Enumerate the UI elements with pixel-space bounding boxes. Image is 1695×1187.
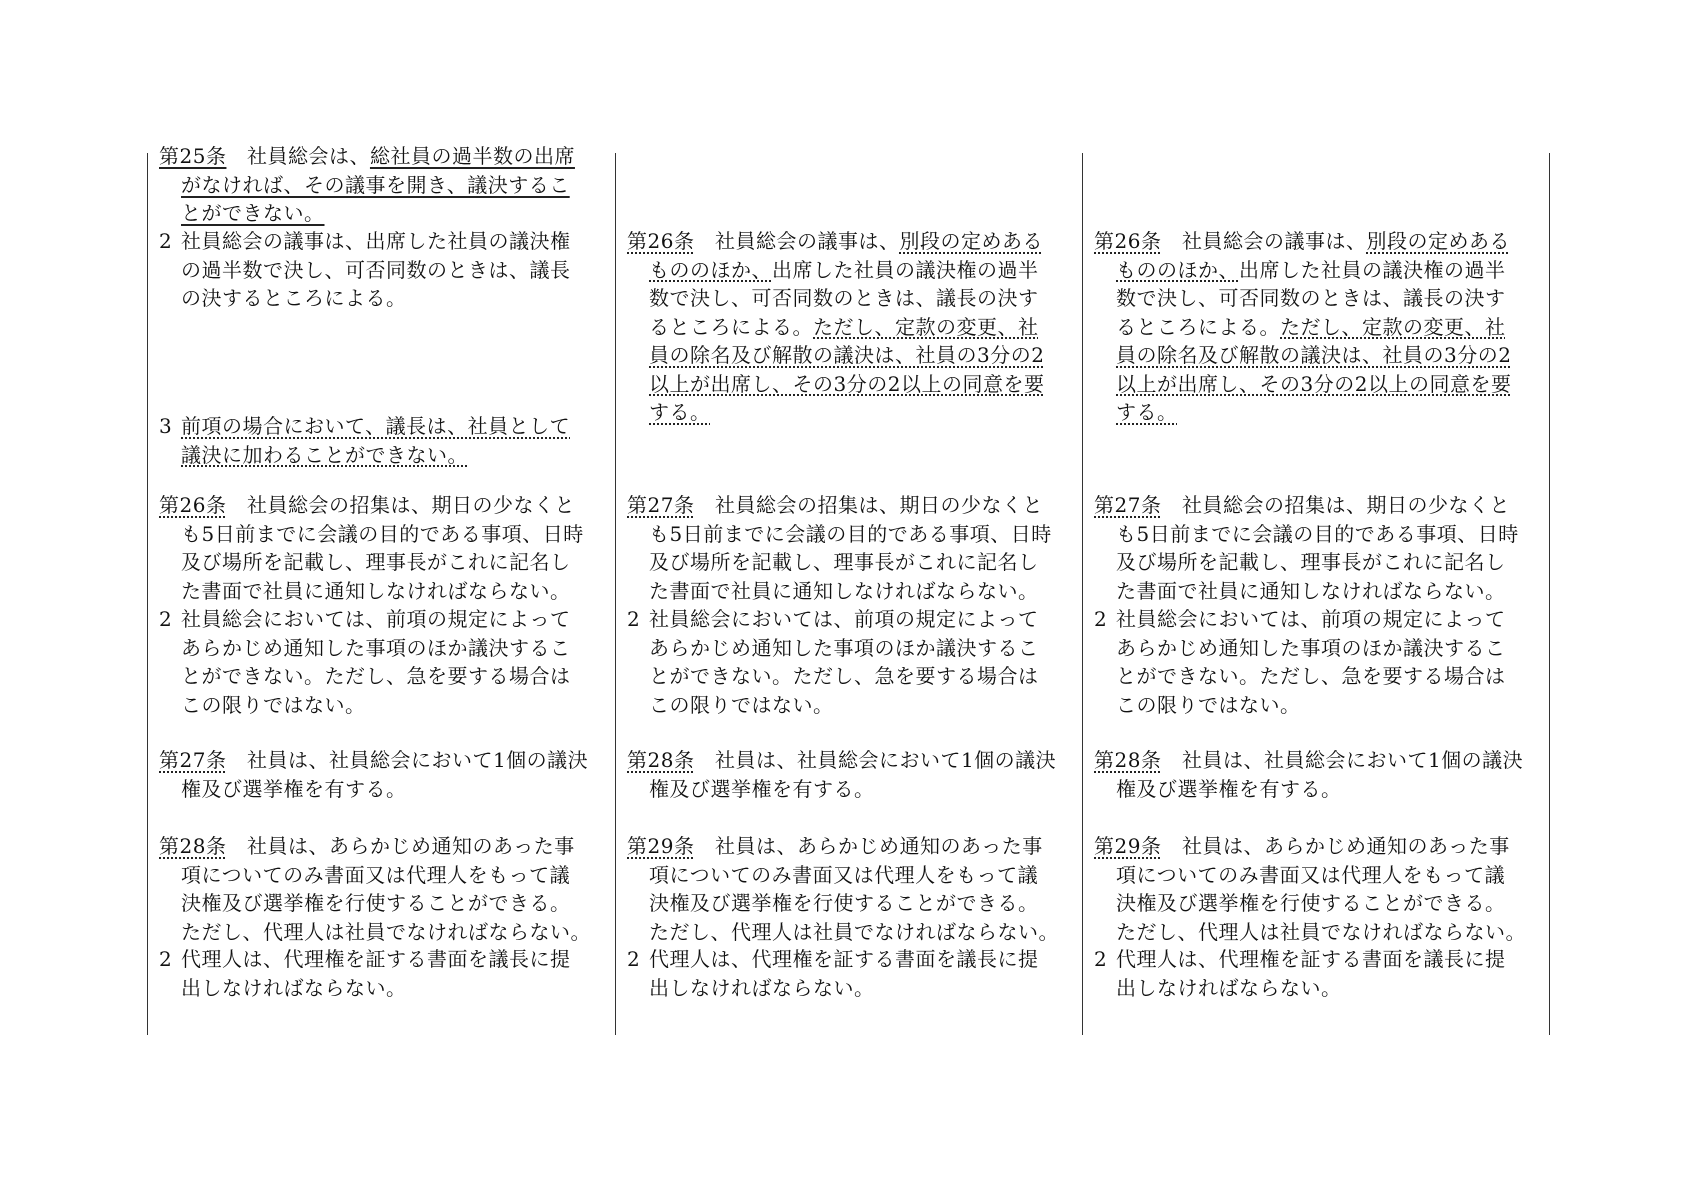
text-line: あらかじめ通知した事項のほか議決するこ bbox=[649, 635, 1039, 660]
text-line: 第28条 社員は、あらかじめ通知のあった事 bbox=[159, 834, 575, 858]
text-line: 2 社員総会においては、前項の規定によって bbox=[627, 607, 1039, 631]
text-line: 権及び選挙権を有する。 bbox=[649, 776, 875, 801]
text-line: とができない。ただし、急を要する場合は bbox=[181, 664, 571, 688]
article-28 bbox=[1094, 746, 1544, 803]
article-number: 第25条 bbox=[159, 144, 227, 168]
text-line: もののほか、出席した社員の議決権の過半 bbox=[649, 257, 1039, 282]
text-line: この限りではない。 bbox=[1116, 692, 1301, 717]
text-line: 項についてのみ書面又は代理人をもって議 bbox=[649, 862, 1039, 887]
column-draft-text bbox=[615, 153, 1063, 1035]
article-number: 第26条 bbox=[159, 493, 227, 517]
text-line: 2 代理人は、代理権を証する書面を議長に提 bbox=[1094, 947, 1506, 971]
text-line: 出しなければならない。 bbox=[1116, 975, 1342, 1000]
text-line: ただし、代理人は社員でなければならない。 bbox=[1116, 919, 1526, 944]
text-line: する。 bbox=[649, 400, 711, 424]
text-line: 及び場所を記載し、理事長がこれに記名し bbox=[1116, 550, 1506, 574]
article-27-paragraph-2 bbox=[627, 605, 1077, 719]
text-line: とができない。ただし、急を要する場合は bbox=[1116, 664, 1506, 688]
text-line: ただし、代理人は社員でなければならない。 bbox=[649, 919, 1059, 944]
text-line: 第27条 社員は、社員総会において1個の議決 bbox=[159, 748, 589, 772]
text-line: この限りではない。 bbox=[649, 692, 834, 717]
text-line: ただし、代理人は社員でなければならない。 bbox=[181, 919, 591, 944]
text-line: あらかじめ通知した事項のほか議決するこ bbox=[1116, 635, 1506, 660]
article-27 bbox=[159, 746, 609, 803]
article-25-paragraph-3 bbox=[159, 412, 609, 469]
text-line: 議決に加わることができない。 bbox=[181, 442, 468, 467]
article-28 bbox=[159, 832, 609, 946]
text-line: 決権及び選挙権を行使することができる。 bbox=[649, 891, 1039, 915]
text-line: 第28条 社員は、社員総会において1個の議決 bbox=[1094, 748, 1524, 772]
text-line: 及び場所を記載し、理事長がこれに記名し bbox=[649, 550, 1039, 574]
text-line: た書面で社員に通知しなければならない。 bbox=[181, 578, 571, 603]
text-line: とができない。 bbox=[181, 201, 325, 225]
text-line: 及び場所を記載し、理事長がこれに記名し bbox=[181, 550, 571, 574]
text-line: 第25条 社員総会は、総社員の過半数の出席 bbox=[159, 144, 575, 168]
article-number: 第29条 bbox=[627, 834, 695, 858]
text-line: とができない。ただし、急を要する場合は bbox=[649, 664, 1039, 688]
text-line: もののほか、出席した社員の議決権の過半 bbox=[1116, 257, 1506, 282]
text-line: 2 代理人は、代理権を証する書面を議長に提 bbox=[159, 947, 571, 971]
text-line: 2 代理人は、代理権を証する書面を議長に提 bbox=[627, 947, 1039, 971]
article-29-paragraph-2 bbox=[627, 945, 1077, 1002]
text-line: 員の除名及び解散の議決は、社員の3分の2 bbox=[649, 343, 1045, 367]
text-line: がなければ、その議事を開き、議決するこ bbox=[181, 172, 570, 197]
text-line: 以上が出席し、その3分の2以上の同意を要 bbox=[1116, 371, 1512, 396]
column-revised-text bbox=[1082, 153, 1530, 1035]
article-29 bbox=[1094, 832, 1544, 946]
article-26 bbox=[159, 491, 609, 605]
column-divider bbox=[1549, 153, 1550, 1035]
text-line: 出しなければならない。 bbox=[181, 975, 407, 1000]
article-26 bbox=[1094, 227, 1544, 427]
article-number: 第27条 bbox=[1094, 493, 1162, 517]
text-line: 2 社員総会においては、前項の規定によって bbox=[159, 607, 571, 631]
text-line: 第26条 社員総会の議事は、別段の定めある bbox=[627, 229, 1043, 253]
article-number: 第28条 bbox=[627, 748, 695, 772]
article-29 bbox=[627, 832, 1077, 946]
text-line: 第27条 社員総会の招集は、期日の少なくと bbox=[1094, 493, 1510, 517]
article-number: 第27条 bbox=[159, 748, 227, 772]
text-line: 決権及び選挙権を行使することができる。 bbox=[181, 891, 571, 915]
text-line: 項についてのみ書面又は代理人をもって議 bbox=[181, 862, 571, 887]
article-27-paragraph-2 bbox=[1094, 605, 1544, 719]
article-28 bbox=[627, 746, 1077, 803]
article-number: 第27条 bbox=[627, 493, 695, 517]
article-25-paragraph-2 bbox=[159, 227, 609, 313]
text-line: 2 社員総会の議事は、出席した社員の議決権 bbox=[159, 229, 571, 253]
article-26-paragraph-2 bbox=[159, 605, 609, 719]
text-line: 数で決し、可否同数のときは、議長の決す bbox=[649, 286, 1039, 310]
article-number: 第29条 bbox=[1094, 834, 1162, 858]
article-number: 第28条 bbox=[1094, 748, 1162, 772]
comparison-table bbox=[147, 144, 1550, 1035]
text-line: 項についてのみ書面又は代理人をもって議 bbox=[1116, 862, 1506, 887]
text-line: あらかじめ通知した事項のほか議決するこ bbox=[181, 635, 571, 660]
text-line: の決するところによる。 bbox=[181, 286, 407, 310]
text-line: 権及び選挙権を有する。 bbox=[1116, 776, 1342, 801]
text-line: 第26条 社員総会の議事は、別段の定めある bbox=[1094, 229, 1510, 253]
article-number: 第26条 bbox=[627, 229, 695, 253]
text-line: るところによる。ただし、定款の変更、社 bbox=[649, 314, 1039, 339]
text-line: 第28条 社員は、社員総会において1個の議決 bbox=[627, 748, 1057, 772]
text-line: の過半数で決し、可否同数のときは、議長 bbox=[181, 257, 571, 282]
article-28-paragraph-2 bbox=[159, 945, 609, 1002]
article-number: 第28条 bbox=[159, 834, 227, 858]
text-line: する。 bbox=[1116, 400, 1178, 424]
article-29-paragraph-2 bbox=[1094, 945, 1544, 1002]
text-line: も5日前までに会議の目的である事項、日時 bbox=[181, 521, 584, 546]
text-line: 第29条 社員は、あらかじめ通知のあった事 bbox=[1094, 834, 1510, 858]
text-line: も5日前までに会議の目的である事項、日時 bbox=[649, 521, 1052, 546]
article-27 bbox=[1094, 491, 1544, 605]
text-line: 第29条 社員は、あらかじめ通知のあった事 bbox=[627, 834, 1043, 858]
text-line: 2 社員総会においては、前項の規定によって bbox=[1094, 607, 1506, 631]
text-line: た書面で社員に通知しなければならない。 bbox=[1116, 578, 1506, 603]
article-25 bbox=[159, 142, 609, 228]
text-line: 決権及び選挙権を行使することができる。 bbox=[1116, 891, 1506, 915]
text-line: も5日前までに会議の目的である事項、日時 bbox=[1116, 521, 1519, 546]
article-number: 第26条 bbox=[1094, 229, 1162, 253]
text-line: 3 前項の場合において、議長は、社員として bbox=[159, 414, 571, 438]
text-line: この限りではない。 bbox=[181, 692, 366, 717]
text-line: 数で決し、可否同数のときは、議長の決す bbox=[1116, 286, 1506, 310]
article-27 bbox=[627, 491, 1077, 605]
text-line: 以上が出席し、その3分の2以上の同意を要 bbox=[649, 371, 1045, 396]
text-line: 第26条 社員総会の招集は、期日の少なくと bbox=[159, 493, 575, 517]
text-line: 員の除名及び解散の議決は、社員の3分の2 bbox=[1116, 343, 1512, 367]
text-line: 第27条 社員総会の招集は、期日の少なくと bbox=[627, 493, 1043, 517]
text-line: 出しなければならない。 bbox=[649, 975, 875, 1000]
article-26 bbox=[627, 227, 1077, 427]
text-line: た書面で社員に通知しなければならない。 bbox=[649, 578, 1039, 603]
column-current-text bbox=[147, 144, 595, 1035]
text-line: 権及び選挙権を有する。 bbox=[181, 776, 407, 801]
text-line: るところによる。ただし、定款の変更、社 bbox=[1116, 314, 1506, 339]
